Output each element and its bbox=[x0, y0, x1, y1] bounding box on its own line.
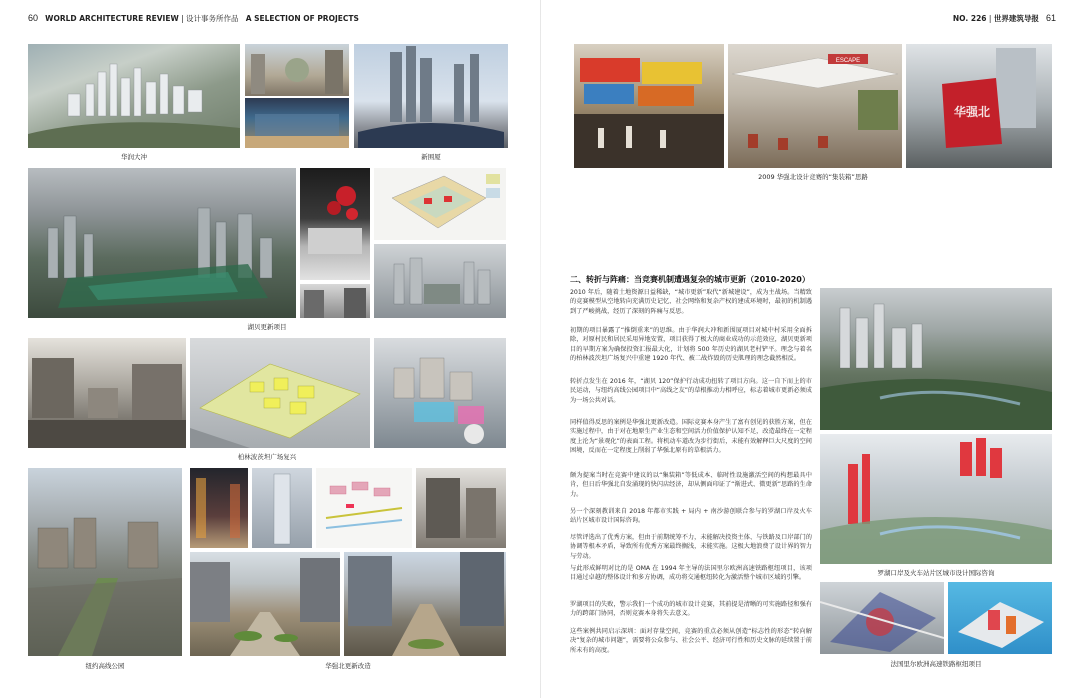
issue-number: NO. 226 bbox=[952, 14, 987, 23]
header-separator-right: | bbox=[988, 14, 992, 23]
mall-interior-illustration bbox=[245, 98, 349, 148]
section-en: A SELECTION OF PROJECTS bbox=[245, 14, 359, 23]
huaqiangbei-walkway-photo bbox=[344, 552, 506, 656]
article-section-title: 二、转折与阵痛：当竞赛机制遭遇复杂的城市更新（2010-2020） bbox=[570, 275, 810, 284]
cafe-sign-text: ESCAPE bbox=[835, 58, 861, 64]
hubei-plan-diagram bbox=[374, 168, 506, 240]
caption-huaqiangbei-upgrade: 华强北更新改造 bbox=[325, 662, 371, 670]
walkway-illustration bbox=[344, 552, 506, 656]
luohu-model-photo bbox=[820, 434, 1052, 564]
hubei-plan-illustration bbox=[374, 168, 506, 240]
page-gutter bbox=[540, 0, 541, 698]
container-stage-illustration bbox=[574, 44, 724, 168]
paragraph-9: 罗湖项目的失败，警示我们一个成功的城市设计竞赛，其前提是清晰的可实施路径和强有力的跨部门协同，否则竞赛本身将失去意义。 bbox=[570, 601, 812, 618]
plan-diagram-illustration bbox=[316, 468, 412, 548]
berlin-aerial-photo bbox=[374, 338, 506, 448]
left-page-header bbox=[28, 13, 359, 24]
paragraph-4: 同样值得反思的案例是华强北更新改造。国际竞赛本身产生了富有创见的获胜方案，但在实施过程中，由于对在地原生产业生态和空间活力价值保护认知不足，改造最终在一定程度上沦为“景观化”的表面工程。将机动车道改为步行街后，未能有效解释巨大尺度的空间困境，反而在一定程度上削弱了华强北原有的草根活力。 bbox=[570, 419, 812, 454]
sculpture-text: 华强北 bbox=[953, 105, 991, 119]
huarun-dachong-aerial-illustration bbox=[28, 44, 240, 148]
paragraph-10: 这些案例共同启示深圳：面对存量空间，竞赛的重点必须从创造“标志性的形态”转向解决“复杂的城市问题”，需要将公众参与、社会公平、经济可行性和历史文脉的延续置于前所未有的高度。 bbox=[570, 628, 812, 654]
paragraph-2: 初期的项目暴露了“推倒重来”的思维。由于华润大冲和新围厦项目对城中村采用全面拆除，对原村民和居民采用异地安置，项目获得了极大的商业成功的示范效应，湖贝更新项目的早期方案为确保投资汇报最大化，计划将 500 年历史的湖贝老村铲平。理念与着名的柏林波茨坦广场复兴中重建 1920 年代、被二战炸毁的历史肌理的理念截然相反。 bbox=[570, 327, 812, 362]
container-cafe-photo bbox=[728, 44, 902, 168]
red-sculpture-illustration bbox=[906, 44, 1052, 168]
caption-huarun-dachong: 华润大冲 bbox=[121, 153, 147, 161]
caption-luohu: 罗湖口岸及火车站片区城市设计国际咨询 bbox=[877, 569, 995, 577]
berlin-aerial-illustration bbox=[374, 338, 506, 448]
luohu-aerial-illustration bbox=[820, 288, 1052, 430]
xinwei-sha-photo bbox=[354, 44, 508, 148]
magazine-cn: 世界建筑导报 bbox=[993, 14, 1039, 23]
left-page-number: 60 bbox=[28, 13, 39, 23]
highline-photo bbox=[28, 468, 182, 656]
caption-xinwei-sha: 新围厦 bbox=[421, 153, 441, 161]
street-scene-illustration bbox=[245, 44, 349, 96]
hubei-city-illustration bbox=[28, 168, 296, 318]
right-page-header bbox=[953, 13, 1056, 24]
xinwei-street-photo bbox=[245, 44, 349, 96]
magazine-brand: WORLD ARCHITECTURE REVIEW bbox=[45, 14, 179, 23]
huaqiangbei-night-photo bbox=[190, 468, 248, 548]
hubei-aerial-photo bbox=[28, 168, 296, 318]
paragraph-6: 另一个深刻教训来自 2018 年都市实践 + 局内 + 南沙游创联合参与的罗湖口岸及火车站片区城市设计国际咨询。 bbox=[570, 508, 812, 525]
caption-lille: 法国里尔欧洲高速铁路枢纽项目 bbox=[890, 660, 982, 668]
lille-model-photo bbox=[948, 582, 1052, 654]
street-bw-illustration bbox=[300, 284, 370, 318]
container-stage-photo bbox=[574, 44, 724, 168]
caption-hubei: 湖贝更新项目 bbox=[247, 323, 287, 331]
huaqiangbei-plan-diagram bbox=[316, 468, 412, 548]
hubei-red-lantern-photo bbox=[300, 168, 370, 280]
lille-plan-illustration bbox=[820, 582, 944, 654]
caption-container-2009: 2009 华强北设计竞赛的“集装箱”思路 bbox=[758, 173, 868, 181]
red-lantern-illustration bbox=[300, 168, 370, 280]
luohu-aerial-photo bbox=[820, 288, 1052, 430]
night-street-illustration bbox=[190, 468, 248, 548]
highline-illustration bbox=[28, 468, 182, 656]
paragraph-8: 与此形成鲜明对比的是 OMA 在 1994 年主导的法国里尔欧洲高速铁路枢纽项目，该项目通过卓越的整体设计和多方协调，成功将交通枢纽转化为激活整个城市区域的引擎。 bbox=[570, 565, 812, 582]
berlin-historic-illustration bbox=[28, 338, 186, 448]
berlin-masterplan-photo bbox=[190, 338, 370, 448]
tower-illustration bbox=[252, 468, 312, 548]
berlin-historic-photo bbox=[28, 338, 186, 448]
xinwei-towers-illustration bbox=[354, 44, 508, 148]
huaqiangbei-tower-photo bbox=[252, 468, 312, 548]
building-illustration bbox=[416, 468, 506, 548]
cafe-illustration bbox=[728, 44, 902, 168]
huarun-dachong-photo bbox=[28, 44, 240, 148]
lille-model-illustration bbox=[948, 582, 1052, 654]
lille-plan-photo bbox=[820, 582, 944, 654]
hubei-model-photo bbox=[374, 244, 506, 318]
paragraph-5: 颇为提案当时在竞赛中建议的以“集装箱”等低成本、临时性设施激活空间的构想最具中肯，但日后华强北自发涌现的快闪店经济，却从侧面印证了“渐进式、微更新”思路的生命力。 bbox=[570, 472, 812, 498]
hubei-model-illustration bbox=[374, 244, 506, 318]
luohu-model-illustration bbox=[820, 434, 1052, 564]
berlin-masterplan-illustration bbox=[190, 338, 370, 448]
paragraph-1: 2010 年后，随着土地资源日益稀缺，“城市更新”取代“新城建设”，成为主战场。当精致的竞赛模型从空地转向充满历史记忆、社会网络和复杂产权的建成环境时，最初的机制遇到了严峻挑战，经历了深刻的阵痛与反思。 bbox=[570, 289, 812, 315]
caption-berlin-potsdam: 柏林波茨坦广场复兴 bbox=[237, 453, 297, 461]
paragraph-7: 尽管评选出了优秀方案，但由于前期统筹不力，未能解决投资主体、与铁路及口岸部门的协调等根本矛盾，导致所有优秀方案最终搁浅，未能实施。这极大地浪费了设计界的智力与劳动。 bbox=[570, 534, 812, 560]
hubei-street-bw-photo bbox=[300, 284, 370, 318]
paragraph-3: 转折点发生在 2016 年，“湖贝 120”保护行动成功扭转了项目方向。这一自下而上的市民运动，与纽约高线公园项目中“高线之友”的草根推动力相呼应，标志着城市更新必须成为一场公共对话。 bbox=[570, 378, 812, 404]
xinwei-mall-interior-photo bbox=[245, 98, 349, 148]
header-separator: | bbox=[181, 14, 184, 23]
huaqiangbei-building-photo bbox=[416, 468, 506, 548]
huaqiangbei-street-photo bbox=[190, 552, 340, 656]
section-cn: 设计事务所作品 bbox=[186, 14, 239, 23]
pedestrian-street-illustration bbox=[190, 552, 340, 656]
red-sculpture-photo bbox=[906, 44, 1052, 168]
caption-highline: 纽约高线公园 bbox=[85, 662, 125, 670]
right-page-number: 61 bbox=[1045, 13, 1056, 23]
